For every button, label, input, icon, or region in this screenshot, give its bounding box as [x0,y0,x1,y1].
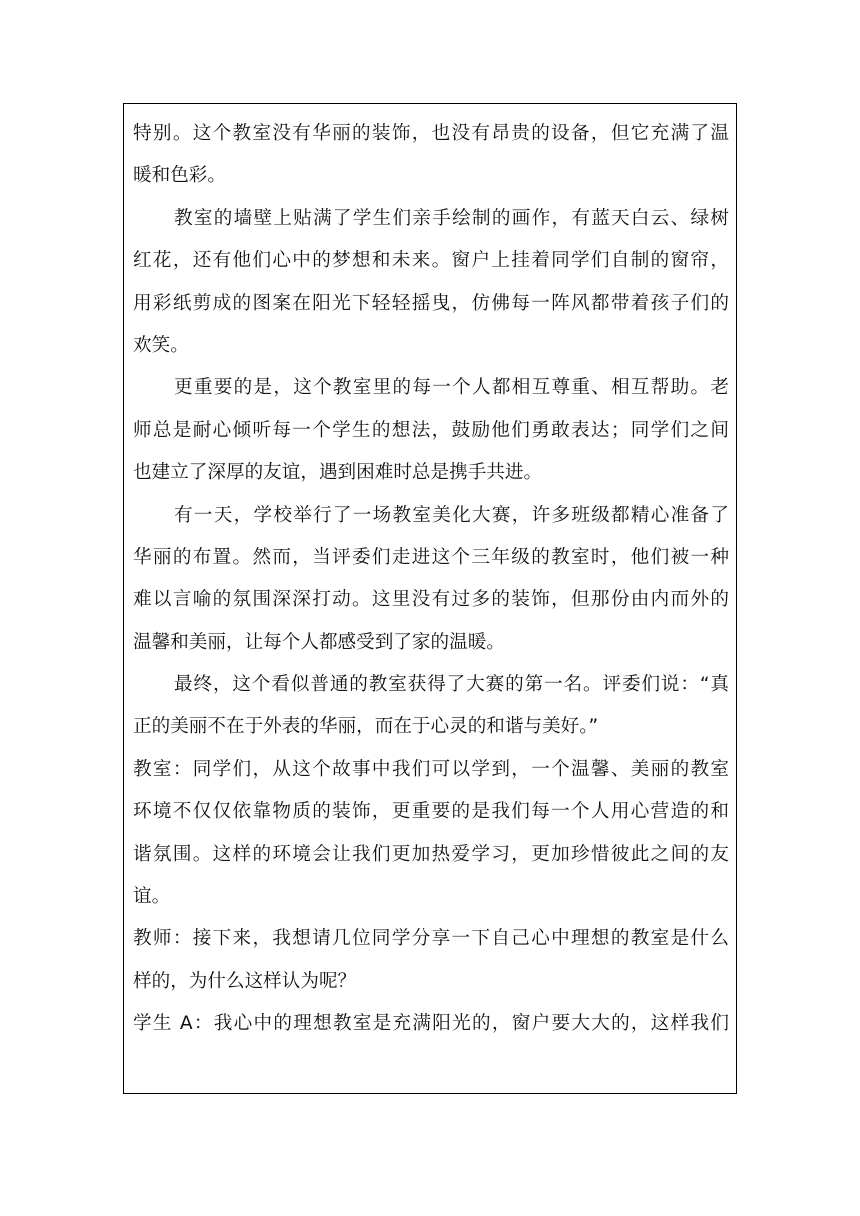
text-line: 谐氛围。这样的环境会让我们更加热爱学习，更加珍惜彼此之间的友 [133,843,729,865]
text-line: 难以言喻的氛围深深打动。这里没有过多的装饰，但那份由内而外的 [133,589,729,611]
text-line: 华丽的布置。然而，当评委们走进这个三年级的教室时，他们被一种 [133,546,729,568]
cell-content [133,113,729,1046]
text-line: 师总是耐心倾听每一个学生的想法，鼓励他们勇敢表达；同学们之间 [133,419,729,441]
text-line: 教室：同学们，从这个故事中我们可以学到，一个温馨、美丽的教室 [133,758,729,780]
text-line: 温馨和美丽，让每个人都感受到了家的温暖。 [133,631,505,653]
text-line: 特别。这个教室没有华丽的装饰，也没有昂贵的设备，但它充满了温 [133,123,729,144]
text-line: 学生 A：我心中的理想教室是充满阳光的，窗户要大大的，这样我们 [133,1013,729,1035]
text-line: 更重要的是，这个教室里的每一个人都相互尊重、相互帮助。老 [174,377,729,399]
paragraph [133,664,729,749]
paragraph [133,367,729,494]
text-line: 教师：接下来，我想请几位同学分享一下自己心中理想的教室是什么 [133,928,729,950]
paragraph [133,113,729,198]
text-line: 用彩纸剪成的图案在阳光下轻轻摇曳，仿佛每一阵风都带着孩子们的 [133,292,729,314]
text-line: 暖和色彩。 [133,165,226,187]
table-cell [123,103,737,1094]
text-line: 最终，这个看似普通的教室获得了大赛的第一名。评委们说：“真 [174,674,729,696]
text-line: 正的美丽不在于外表的华丽，而在于心灵的和谐与美好。” [133,716,599,738]
text-line: 环境不仅仅依靠物质的装饰，更重要的是我们每一个人用心营造的和 [133,801,729,823]
paragraph [133,1003,729,1045]
text-line: 有一天，学校举行了一场教室美化大赛，许多班级都精心准备了 [174,504,729,526]
paragraph [133,918,729,1003]
paragraph [133,198,729,368]
text-line: 也建立了深厚的友谊，遇到困难时总是携手共进。 [133,462,543,484]
text-line: 教室的墙壁上贴满了学生们亲手绘制的画作，有蓝天白云、绿树 [174,207,729,229]
text-line: 欢笑。 [133,334,189,356]
text-line: 谊。 [133,886,171,908]
text-line: 样的，为什么这样认为呢？ [133,970,357,992]
paragraph [133,749,729,919]
paragraph [133,495,729,665]
text-line: 红花，还有他们心中的梦想和未来。窗户上挂着同学们自制的窗帘， [133,250,729,272]
